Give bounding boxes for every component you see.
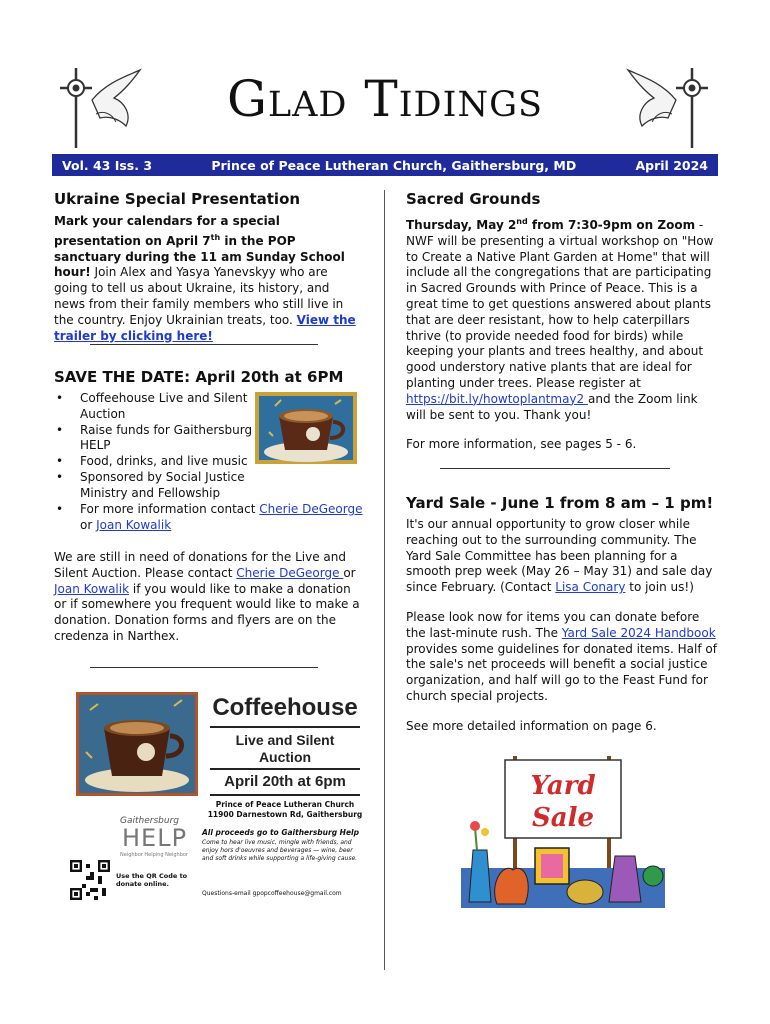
yard-text-1b: to join us!)	[625, 580, 694, 595]
cherie-degeorge-link[interactable]: Cherie DeGeorge	[259, 502, 363, 516]
flyer-title: Coffeehouse	[212, 694, 358, 721]
sacred-body: - NWF will be presenting a virtual workshop on "How to Create a Native Plant Garden at Home" that will include all the congregations that are participating in Sacred Grounds with Prince of Peace. This is a great time to get questions answered about plants that are deer resistant, how to help caterpillars thrive (to provide needed food for birds) while keeping your plants and trees healthy, and about good understory native plants that are ideal for planting under trees. Please register at	[406, 218, 714, 390]
contact-bullet	[54, 502, 364, 534]
lisa-conary-link[interactable]: Lisa Conary	[555, 580, 626, 595]
yard-paragraph-3: See more detailed information on page 6.	[406, 718, 657, 733]
ukraine-heading: Ukraine Special Presentation	[54, 190, 301, 208]
donation-text-2: if you would like to make a donation or if somewhere you frequent would like to make a donation. Donation forms and flyers are on the credenza in Narthex.	[54, 581, 360, 643]
sacred-lead-rest: from 7:30-9pm on Zoom	[527, 218, 696, 232]
flyer-rule	[210, 794, 360, 796]
donation-paragraph	[54, 550, 364, 645]
bullet-item: • Sponsored by Social Justice Ministry and Fellowship	[54, 470, 254, 502]
qr-instruction: Use the QR Code to donate online.	[116, 872, 188, 888]
donation-or: or	[343, 565, 356, 580]
bullet-item: • Food, drinks, and live music	[54, 454, 254, 470]
section-rule	[440, 468, 670, 469]
flyer-sub1: Live and Silent	[235, 732, 335, 748]
yard-sale-illustration	[459, 752, 667, 912]
bullet-item-contact	[54, 502, 364, 534]
sacred-lead-sup: nd	[516, 217, 528, 226]
register-link[interactable]: https://bit.ly/howtoplantmay2	[406, 391, 588, 406]
ukraine-section	[54, 190, 364, 344]
yard-text-2a: Please look now for items you can donate before the last-minute rush. The	[406, 609, 700, 640]
sign-text-yard: Yard	[530, 771, 596, 801]
save-date-bullets	[54, 391, 254, 502]
flyer-sub2: Auction	[258, 749, 312, 765]
joan-kowalik-link[interactable]: Joan Kowalik	[96, 517, 172, 532]
section-rule	[90, 344, 318, 345]
flyer-email: Questions-email gpopcoffeehouse@gmail.com	[202, 890, 342, 897]
ukraine-lead-sup: th	[210, 232, 221, 242]
yard-sale-section	[406, 494, 718, 735]
sacred-grounds-section	[406, 190, 718, 453]
church-name: Prince of Peace Lutheran Church, Gaithersburg, MD	[211, 157, 577, 173]
coffee-cup-image	[255, 392, 357, 464]
yard-heading: Yard Sale - June 1 from 8 am – 1 pm!	[406, 494, 714, 512]
flyer-church: Prince of Peace Lutheran Church	[215, 800, 355, 809]
volume-issue: Vol. 43 Iss. 3	[62, 157, 153, 173]
sacred-heading: Sacred Grounds	[406, 190, 541, 208]
ukraine-body: Join Alex and Yasya Yanevskyy who are going to tell us about Ukraine, its history, and news from their family members who still live in the country. Enjoy Ukrainian treats, too.	[54, 265, 344, 327]
sacred-lead: Thursday, May 2	[406, 218, 517, 232]
donation-text-1: We are still in need of donations for the Live and Silent Auction. Please contact	[54, 550, 346, 580]
bullet-item: • Raise funds for Gaithersburg HELP	[54, 423, 254, 455]
yard-paragraph-2	[406, 610, 718, 705]
trailer-link[interactable]: View the trailer by clicking here!	[54, 312, 356, 343]
sign-text-sale: Sale	[531, 803, 595, 833]
save-date-heading: SAVE THE DATE: April 20th at 6PM	[54, 368, 344, 386]
flyer-coffee-image	[76, 692, 198, 796]
help-logo-top: Gaithersburg	[120, 816, 179, 826]
issue-date: April 2024	[635, 157, 708, 173]
save-date-section	[54, 368, 364, 386]
bullet-item: • Coffeehouse Live and Silent Auction	[54, 391, 254, 423]
masthead-bar	[52, 154, 718, 176]
yard-paragraph-1	[406, 517, 718, 596]
ukraine-lead: Mark your calendars for a special presentation on April 7	[54, 214, 280, 248]
help-logo: HELP	[122, 824, 188, 852]
coffeehouse-flyer	[62, 688, 364, 910]
yard-text-2b: provides some guidelines for donated items. Half of the sale's net proceeds will benefit a social justice organization, and half will go to the Feast Fund for church special projects.	[406, 641, 717, 703]
handbook-link[interactable]: Yard Sale 2024 Handbook	[561, 625, 716, 640]
flyer-rule	[210, 768, 360, 770]
ukraine-lead-rest: in the POP sanctuary during the 11 am Sunday School hour!	[54, 233, 345, 280]
dove-cross-emblem-right	[624, 62, 716, 154]
flyer-proceeds: All proceeds go to Gaithersburg Help	[202, 828, 359, 837]
flyer-rule	[210, 726, 360, 728]
flyer-desc: Come to hear live music, mingle with friends, and enjoy hors d'oeuvres and beverages — wine, beer and soft drinks while supporting a life-giving cause.	[202, 839, 358, 862]
contact-or: or	[80, 517, 97, 532]
dove-cross-emblem-left	[52, 62, 144, 154]
ukraine-paragraph	[54, 214, 364, 344]
flyer-date: April 20th at 6pm	[224, 773, 346, 790]
section-rule	[90, 667, 318, 668]
donate-cherie-link[interactable]: Cherie DeGeorge	[236, 565, 344, 580]
help-tagline: Neighbor Helping Neighbor	[120, 852, 188, 858]
donate-joan-link[interactable]: Joan Kowalik	[54, 581, 130, 596]
sacred-more-info: For more information, see pages 5 - 6.	[406, 437, 637, 452]
contact-prefix: For more information contact	[80, 502, 260, 516]
sacred-paragraph	[406, 214, 718, 423]
newsletter-title: Glad Tidings	[226, 70, 544, 128]
yard-text-1a: It's our annual opportunity to grow closer while reaching out to the surrounding community. The Yard Sale Committee has been planning for a smooth prep week (May 26 – May 31) and sale day since February. (Contact	[406, 517, 713, 595]
flyer-address: 11900 Darnestown Rd, Gaithersburg	[207, 810, 363, 819]
sacred-body-end: and the Zoom link will be sent to you. Thank you!	[406, 391, 698, 422]
qr-code	[70, 860, 110, 900]
column-divider	[384, 190, 385, 970]
